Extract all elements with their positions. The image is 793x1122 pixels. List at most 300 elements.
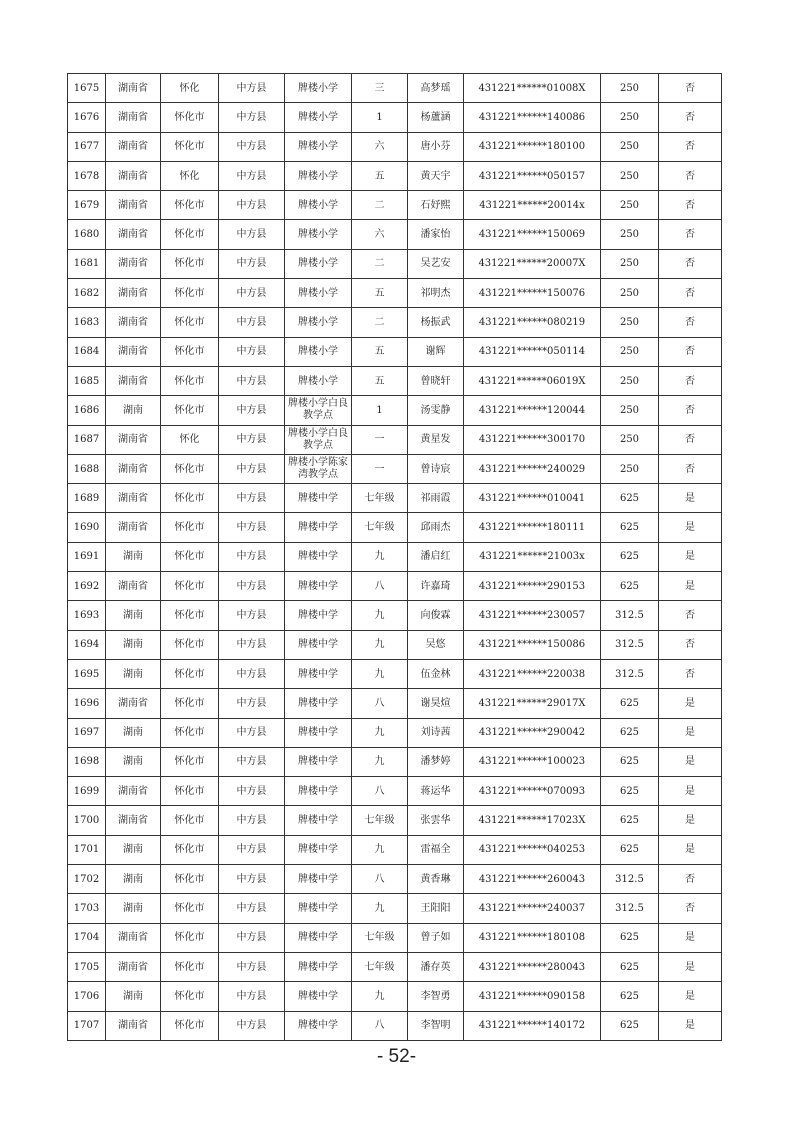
student-roster-table bbox=[67, 73, 722, 1041]
flag-cell: 是 bbox=[659, 952, 722, 981]
school-cell: 牌楼中学 bbox=[285, 1011, 352, 1040]
city-cell: 怀化市 bbox=[161, 894, 219, 923]
flag-cell: 是 bbox=[659, 689, 722, 718]
province-cell: 湖南省 bbox=[106, 777, 161, 806]
table-row bbox=[68, 777, 722, 806]
student-name-cell: 王阳阳 bbox=[408, 894, 464, 923]
province-cell: 湖南省 bbox=[106, 308, 161, 337]
city-cell: 怀化市 bbox=[161, 777, 219, 806]
flag-cell: 是 bbox=[659, 923, 722, 952]
row-number-cell: 1686 bbox=[68, 396, 106, 425]
city-cell: 怀化 bbox=[161, 161, 219, 190]
student-name-cell: 刘诗茜 bbox=[408, 718, 464, 747]
county-cell: 中方县 bbox=[219, 191, 285, 220]
flag-cell: 否 bbox=[659, 659, 722, 688]
grade-cell: 七年级 bbox=[352, 806, 408, 835]
row-number-cell: 1696 bbox=[68, 689, 106, 718]
id-number-cell: 431221******230057 bbox=[464, 601, 601, 630]
grade-cell: 九 bbox=[352, 894, 408, 923]
student-name-cell: 邱雨杰 bbox=[408, 513, 464, 542]
grade-cell: 五 bbox=[352, 279, 408, 308]
grade-cell: 二 bbox=[352, 191, 408, 220]
flag-cell: 否 bbox=[659, 454, 722, 483]
amount-cell: 250 bbox=[601, 103, 659, 132]
county-cell: 中方县 bbox=[219, 630, 285, 659]
province-cell: 湖南省 bbox=[106, 220, 161, 249]
city-cell: 怀化市 bbox=[161, 747, 219, 776]
amount-cell: 625 bbox=[601, 982, 659, 1011]
flag-cell: 是 bbox=[659, 982, 722, 1011]
flag-cell: 否 bbox=[659, 396, 722, 425]
province-cell: 湖南省 bbox=[106, 484, 161, 513]
province-cell: 湖南省 bbox=[106, 513, 161, 542]
flag-cell: 是 bbox=[659, 542, 722, 571]
student-name-cell: 黄天宇 bbox=[408, 161, 464, 190]
school-cell: 牌楼中学 bbox=[285, 952, 352, 981]
flag-cell: 否 bbox=[659, 220, 722, 249]
table-row bbox=[68, 601, 722, 630]
flag-cell: 否 bbox=[659, 601, 722, 630]
flag-cell: 否 bbox=[659, 132, 722, 161]
school-cell: 牌楼中学 bbox=[285, 572, 352, 601]
id-number-cell: 431221******050114 bbox=[464, 337, 601, 366]
amount-cell: 250 bbox=[601, 396, 659, 425]
row-number-cell: 1683 bbox=[68, 308, 106, 337]
amount-cell: 625 bbox=[601, 572, 659, 601]
table-row bbox=[68, 484, 722, 513]
province-cell: 湖南 bbox=[106, 747, 161, 776]
province-cell: 湖南省 bbox=[106, 366, 161, 395]
student-name-cell: 曾子如 bbox=[408, 923, 464, 952]
table-row bbox=[68, 74, 722, 103]
id-number-cell: 431221******280043 bbox=[464, 952, 601, 981]
county-cell: 中方县 bbox=[219, 74, 285, 103]
school-cell: 牌楼中学 bbox=[285, 865, 352, 894]
province-cell: 湖南省 bbox=[106, 279, 161, 308]
amount-cell: 625 bbox=[601, 806, 659, 835]
amount-cell: 250 bbox=[601, 366, 659, 395]
school-cell: 牌楼中学 bbox=[285, 835, 352, 864]
row-number-cell: 1675 bbox=[68, 74, 106, 103]
flag-cell: 否 bbox=[659, 630, 722, 659]
province-cell: 湖南 bbox=[106, 396, 161, 425]
id-number-cell: 431221******150069 bbox=[464, 220, 601, 249]
flag-cell: 否 bbox=[659, 249, 722, 278]
row-number-cell: 1699 bbox=[68, 777, 106, 806]
city-cell: 怀化市 bbox=[161, 835, 219, 864]
id-number-cell: 431221******050157 bbox=[464, 161, 601, 190]
county-cell: 中方县 bbox=[219, 161, 285, 190]
county-cell: 中方县 bbox=[219, 542, 285, 571]
row-number-cell: 1693 bbox=[68, 601, 106, 630]
student-name-cell: 汤雯静 bbox=[408, 396, 464, 425]
flag-cell: 是 bbox=[659, 747, 722, 776]
flag-cell: 否 bbox=[659, 191, 722, 220]
grade-cell: 七年级 bbox=[352, 513, 408, 542]
id-number-cell: 431221******140172 bbox=[464, 1011, 601, 1040]
grade-cell: 七年级 bbox=[352, 952, 408, 981]
table-row bbox=[68, 894, 722, 923]
student-name-cell: 向俊霖 bbox=[408, 601, 464, 630]
city-cell: 怀化市 bbox=[161, 689, 219, 718]
city-cell: 怀化市 bbox=[161, 718, 219, 747]
amount-cell: 312.5 bbox=[601, 865, 659, 894]
city-cell: 怀化市 bbox=[161, 923, 219, 952]
amount-cell: 250 bbox=[601, 74, 659, 103]
city-cell: 怀化市 bbox=[161, 659, 219, 688]
city-cell: 怀化市 bbox=[161, 103, 219, 132]
city-cell: 怀化市 bbox=[161, 484, 219, 513]
school-cell: 牌楼中学 bbox=[285, 718, 352, 747]
province-cell: 湖南 bbox=[106, 894, 161, 923]
city-cell: 怀化市 bbox=[161, 601, 219, 630]
county-cell: 中方县 bbox=[219, 982, 285, 1011]
id-number-cell: 431221******220038 bbox=[464, 659, 601, 688]
province-cell: 湖南 bbox=[106, 718, 161, 747]
school-cell: 牌楼小学 bbox=[285, 308, 352, 337]
row-number-cell: 1680 bbox=[68, 220, 106, 249]
grade-cell: 一 bbox=[352, 454, 408, 483]
county-cell: 中方县 bbox=[219, 923, 285, 952]
row-number-cell: 1706 bbox=[68, 982, 106, 1011]
table-row bbox=[68, 425, 722, 454]
amount-cell: 625 bbox=[601, 689, 659, 718]
amount-cell: 250 bbox=[601, 132, 659, 161]
province-cell: 湖南省 bbox=[106, 923, 161, 952]
province-cell: 湖南 bbox=[106, 601, 161, 630]
amount-cell: 250 bbox=[601, 337, 659, 366]
amount-cell: 250 bbox=[601, 279, 659, 308]
row-number-cell: 1695 bbox=[68, 659, 106, 688]
student-name-cell: 李智勇 bbox=[408, 982, 464, 1011]
grade-cell: 八 bbox=[352, 865, 408, 894]
county-cell: 中方县 bbox=[219, 279, 285, 308]
county-cell: 中方县 bbox=[219, 777, 285, 806]
student-name-cell: 潘启红 bbox=[408, 542, 464, 571]
grade-cell: 九 bbox=[352, 542, 408, 571]
table-row bbox=[68, 542, 722, 571]
table-row bbox=[68, 279, 722, 308]
county-cell: 中方县 bbox=[219, 572, 285, 601]
id-number-cell: 431221******290153 bbox=[464, 572, 601, 601]
table-row bbox=[68, 659, 722, 688]
city-cell: 怀化市 bbox=[161, 249, 219, 278]
amount-cell: 250 bbox=[601, 454, 659, 483]
flag-cell: 是 bbox=[659, 718, 722, 747]
school-cell: 牌楼小学 bbox=[285, 249, 352, 278]
school-cell: 牌楼小学 bbox=[285, 132, 352, 161]
city-cell: 怀化市 bbox=[161, 396, 219, 425]
id-number-cell: 431221******01008X bbox=[464, 74, 601, 103]
county-cell: 中方县 bbox=[219, 513, 285, 542]
city-cell: 怀化市 bbox=[161, 1011, 219, 1040]
id-number-cell: 431221******070093 bbox=[464, 777, 601, 806]
row-number-cell: 1689 bbox=[68, 484, 106, 513]
table-row bbox=[68, 630, 722, 659]
city-cell: 怀化市 bbox=[161, 572, 219, 601]
province-cell: 湖南省 bbox=[106, 249, 161, 278]
flag-cell: 是 bbox=[659, 806, 722, 835]
row-number-cell: 1678 bbox=[68, 161, 106, 190]
county-cell: 中方县 bbox=[219, 484, 285, 513]
id-number-cell: 431221******300170 bbox=[464, 425, 601, 454]
student-name-cell: 伍金林 bbox=[408, 659, 464, 688]
amount-cell: 250 bbox=[601, 191, 659, 220]
row-number-cell: 1684 bbox=[68, 337, 106, 366]
row-number-cell: 1700 bbox=[68, 806, 106, 835]
roster-body bbox=[68, 74, 722, 1041]
amount-cell: 312.5 bbox=[601, 894, 659, 923]
school-cell: 牌楼小学 bbox=[285, 279, 352, 308]
county-cell: 中方县 bbox=[219, 337, 285, 366]
flag-cell: 否 bbox=[659, 894, 722, 923]
table-row bbox=[68, 806, 722, 835]
county-cell: 中方县 bbox=[219, 249, 285, 278]
table-row bbox=[68, 366, 722, 395]
row-number-cell: 1704 bbox=[68, 923, 106, 952]
row-number-cell: 1707 bbox=[68, 1011, 106, 1040]
table-row bbox=[68, 308, 722, 337]
student-name-cell: 潘家怡 bbox=[408, 220, 464, 249]
row-number-cell: 1690 bbox=[68, 513, 106, 542]
table-row bbox=[68, 132, 722, 161]
city-cell: 怀化市 bbox=[161, 337, 219, 366]
student-name-cell: 石妤熙 bbox=[408, 191, 464, 220]
table-row bbox=[68, 718, 722, 747]
city-cell: 怀化市 bbox=[161, 220, 219, 249]
school-cell: 牌楼小学 bbox=[285, 161, 352, 190]
table-row bbox=[68, 337, 722, 366]
flag-cell: 是 bbox=[659, 1011, 722, 1040]
student-name-cell: 唐小芬 bbox=[408, 132, 464, 161]
school-cell: 牌楼中学 bbox=[285, 777, 352, 806]
id-number-cell: 431221******260043 bbox=[464, 865, 601, 894]
flag-cell: 否 bbox=[659, 74, 722, 103]
city-cell: 怀化市 bbox=[161, 279, 219, 308]
county-cell: 中方县 bbox=[219, 659, 285, 688]
city-cell: 怀化市 bbox=[161, 308, 219, 337]
city-cell: 怀化市 bbox=[161, 806, 219, 835]
row-number-cell: 1687 bbox=[68, 425, 106, 454]
id-number-cell: 431221******120044 bbox=[464, 396, 601, 425]
id-number-cell: 431221******20007X bbox=[464, 249, 601, 278]
amount-cell: 625 bbox=[601, 923, 659, 952]
flag-cell: 否 bbox=[659, 279, 722, 308]
province-cell: 湖南省 bbox=[106, 161, 161, 190]
table-row bbox=[68, 835, 722, 864]
amount-cell: 625 bbox=[601, 718, 659, 747]
county-cell: 中方县 bbox=[219, 396, 285, 425]
province-cell: 湖南 bbox=[106, 982, 161, 1011]
province-cell: 湖南 bbox=[106, 835, 161, 864]
row-number-cell: 1688 bbox=[68, 454, 106, 483]
city-cell: 怀化市 bbox=[161, 952, 219, 981]
flag-cell: 否 bbox=[659, 425, 722, 454]
county-cell: 中方县 bbox=[219, 601, 285, 630]
grade-cell: 六 bbox=[352, 220, 408, 249]
city-cell: 怀化市 bbox=[161, 865, 219, 894]
grade-cell: 七年级 bbox=[352, 484, 408, 513]
flag-cell: 否 bbox=[659, 366, 722, 395]
grade-cell: 八 bbox=[352, 689, 408, 718]
flag-cell: 是 bbox=[659, 777, 722, 806]
student-name-cell: 曾诗宸 bbox=[408, 454, 464, 483]
county-cell: 中方县 bbox=[219, 835, 285, 864]
row-number-cell: 1681 bbox=[68, 249, 106, 278]
school-cell: 牌楼中学 bbox=[285, 689, 352, 718]
county-cell: 中方县 bbox=[219, 454, 285, 483]
county-cell: 中方县 bbox=[219, 747, 285, 776]
amount-cell: 625 bbox=[601, 542, 659, 571]
county-cell: 中方县 bbox=[219, 425, 285, 454]
amount-cell: 250 bbox=[601, 161, 659, 190]
grade-cell: 九 bbox=[352, 659, 408, 688]
row-number-cell: 1676 bbox=[68, 103, 106, 132]
province-cell: 湖南 bbox=[106, 659, 161, 688]
grade-cell: 七年级 bbox=[352, 923, 408, 952]
grade-cell: 八 bbox=[352, 572, 408, 601]
table-row bbox=[68, 454, 722, 483]
city-cell: 怀化市 bbox=[161, 366, 219, 395]
school-cell: 牌楼小学 bbox=[285, 220, 352, 249]
flag-cell: 是 bbox=[659, 484, 722, 513]
page-number: - 52- bbox=[376, 1046, 417, 1067]
grade-cell: 三 bbox=[352, 74, 408, 103]
province-cell: 湖南省 bbox=[106, 952, 161, 981]
flag-cell: 是 bbox=[659, 835, 722, 864]
student-name-cell: 许嘉琦 bbox=[408, 572, 464, 601]
amount-cell: 625 bbox=[601, 513, 659, 542]
grade-cell: 九 bbox=[352, 630, 408, 659]
student-name-cell: 祁明杰 bbox=[408, 279, 464, 308]
id-number-cell: 431221******100023 bbox=[464, 747, 601, 776]
row-number-cell: 1692 bbox=[68, 572, 106, 601]
grade-cell: 九 bbox=[352, 718, 408, 747]
province-cell: 湖南省 bbox=[106, 132, 161, 161]
county-cell: 中方县 bbox=[219, 308, 285, 337]
grade-cell: 八 bbox=[352, 777, 408, 806]
school-cell: 牌楼中学 bbox=[285, 601, 352, 630]
province-cell: 湖南 bbox=[106, 542, 161, 571]
county-cell: 中方县 bbox=[219, 1011, 285, 1040]
grade-cell: 八 bbox=[352, 1011, 408, 1040]
id-number-cell: 431221******06019X bbox=[464, 366, 601, 395]
province-cell: 湖南 bbox=[106, 630, 161, 659]
id-number-cell: 431221******21003x bbox=[464, 542, 601, 571]
grade-cell: 九 bbox=[352, 982, 408, 1011]
row-number-cell: 1682 bbox=[68, 279, 106, 308]
table-row bbox=[68, 952, 722, 981]
school-cell: 牌楼中学 bbox=[285, 542, 352, 571]
flag-cell: 否 bbox=[659, 337, 722, 366]
table-row bbox=[68, 161, 722, 190]
table-row bbox=[68, 396, 722, 425]
amount-cell: 250 bbox=[601, 308, 659, 337]
amount-cell: 625 bbox=[601, 777, 659, 806]
id-number-cell: 431221******140086 bbox=[464, 103, 601, 132]
student-name-cell: 吴艺安 bbox=[408, 249, 464, 278]
school-cell: 牌楼小学白良教学点 bbox=[285, 396, 352, 425]
city-cell: 怀化市 bbox=[161, 132, 219, 161]
amount-cell: 625 bbox=[601, 952, 659, 981]
city-cell: 怀化市 bbox=[161, 191, 219, 220]
id-number-cell: 431221******010041 bbox=[464, 484, 601, 513]
grade-cell: 五 bbox=[352, 161, 408, 190]
flag-cell: 是 bbox=[659, 572, 722, 601]
city-cell: 怀化市 bbox=[161, 542, 219, 571]
amount-cell: 312.5 bbox=[601, 601, 659, 630]
id-number-cell: 431221******20014x bbox=[464, 191, 601, 220]
province-cell: 湖南省 bbox=[106, 103, 161, 132]
province-cell: 湖南省 bbox=[106, 425, 161, 454]
city-cell: 怀化市 bbox=[161, 513, 219, 542]
id-number-cell: 431221******180111 bbox=[464, 513, 601, 542]
school-cell: 牌楼中学 bbox=[285, 923, 352, 952]
student-name-cell: 杨振武 bbox=[408, 308, 464, 337]
student-name-cell: 黄星发 bbox=[408, 425, 464, 454]
row-number-cell: 1702 bbox=[68, 865, 106, 894]
student-name-cell: 谢昊煊 bbox=[408, 689, 464, 718]
id-number-cell: 431221******080219 bbox=[464, 308, 601, 337]
id-number-cell: 431221******180108 bbox=[464, 923, 601, 952]
table-row bbox=[68, 689, 722, 718]
student-name-cell: 杨蘆涵 bbox=[408, 103, 464, 132]
amount-cell: 250 bbox=[601, 425, 659, 454]
grade-cell: 五 bbox=[352, 366, 408, 395]
student-name-cell: 张雲华 bbox=[408, 806, 464, 835]
flag-cell: 否 bbox=[659, 161, 722, 190]
student-name-cell: 李智明 bbox=[408, 1011, 464, 1040]
id-number-cell: 431221******240037 bbox=[464, 894, 601, 923]
school-cell: 牌楼小学 bbox=[285, 103, 352, 132]
flag-cell: 是 bbox=[659, 513, 722, 542]
county-cell: 中方县 bbox=[219, 132, 285, 161]
row-number-cell: 1694 bbox=[68, 630, 106, 659]
county-cell: 中方县 bbox=[219, 689, 285, 718]
student-name-cell: 黄香琳 bbox=[408, 865, 464, 894]
city-cell: 怀化 bbox=[161, 425, 219, 454]
county-cell: 中方县 bbox=[219, 366, 285, 395]
row-number-cell: 1677 bbox=[68, 132, 106, 161]
row-number-cell: 1703 bbox=[68, 894, 106, 923]
amount-cell: 625 bbox=[601, 747, 659, 776]
id-number-cell: 431221******240029 bbox=[464, 454, 601, 483]
school-cell: 牌楼中学 bbox=[285, 894, 352, 923]
row-number-cell: 1705 bbox=[68, 952, 106, 981]
school-cell: 牌楼小学陈家湾教学点 bbox=[285, 454, 352, 483]
table-row bbox=[68, 1011, 722, 1040]
id-number-cell: 431221******040253 bbox=[464, 835, 601, 864]
row-number-cell: 1701 bbox=[68, 835, 106, 864]
student-name-cell: 吴悠 bbox=[408, 630, 464, 659]
county-cell: 中方县 bbox=[219, 952, 285, 981]
grade-cell: 九 bbox=[352, 747, 408, 776]
amount-cell: 625 bbox=[601, 1011, 659, 1040]
amount-cell: 312.5 bbox=[601, 659, 659, 688]
county-cell: 中方县 bbox=[219, 718, 285, 747]
province-cell: 湖南省 bbox=[106, 454, 161, 483]
school-cell: 牌楼中学 bbox=[285, 659, 352, 688]
school-cell: 牌楼小学 bbox=[285, 191, 352, 220]
school-cell: 牌楼中学 bbox=[285, 484, 352, 513]
province-cell: 湖南省 bbox=[106, 572, 161, 601]
id-number-cell: 431221******17023X bbox=[464, 806, 601, 835]
id-number-cell: 431221******29017X bbox=[464, 689, 601, 718]
school-cell: 牌楼中学 bbox=[285, 747, 352, 776]
student-name-cell: 高梦瑶 bbox=[408, 74, 464, 103]
city-cell: 怀化 bbox=[161, 74, 219, 103]
id-number-cell: 431221******180100 bbox=[464, 132, 601, 161]
